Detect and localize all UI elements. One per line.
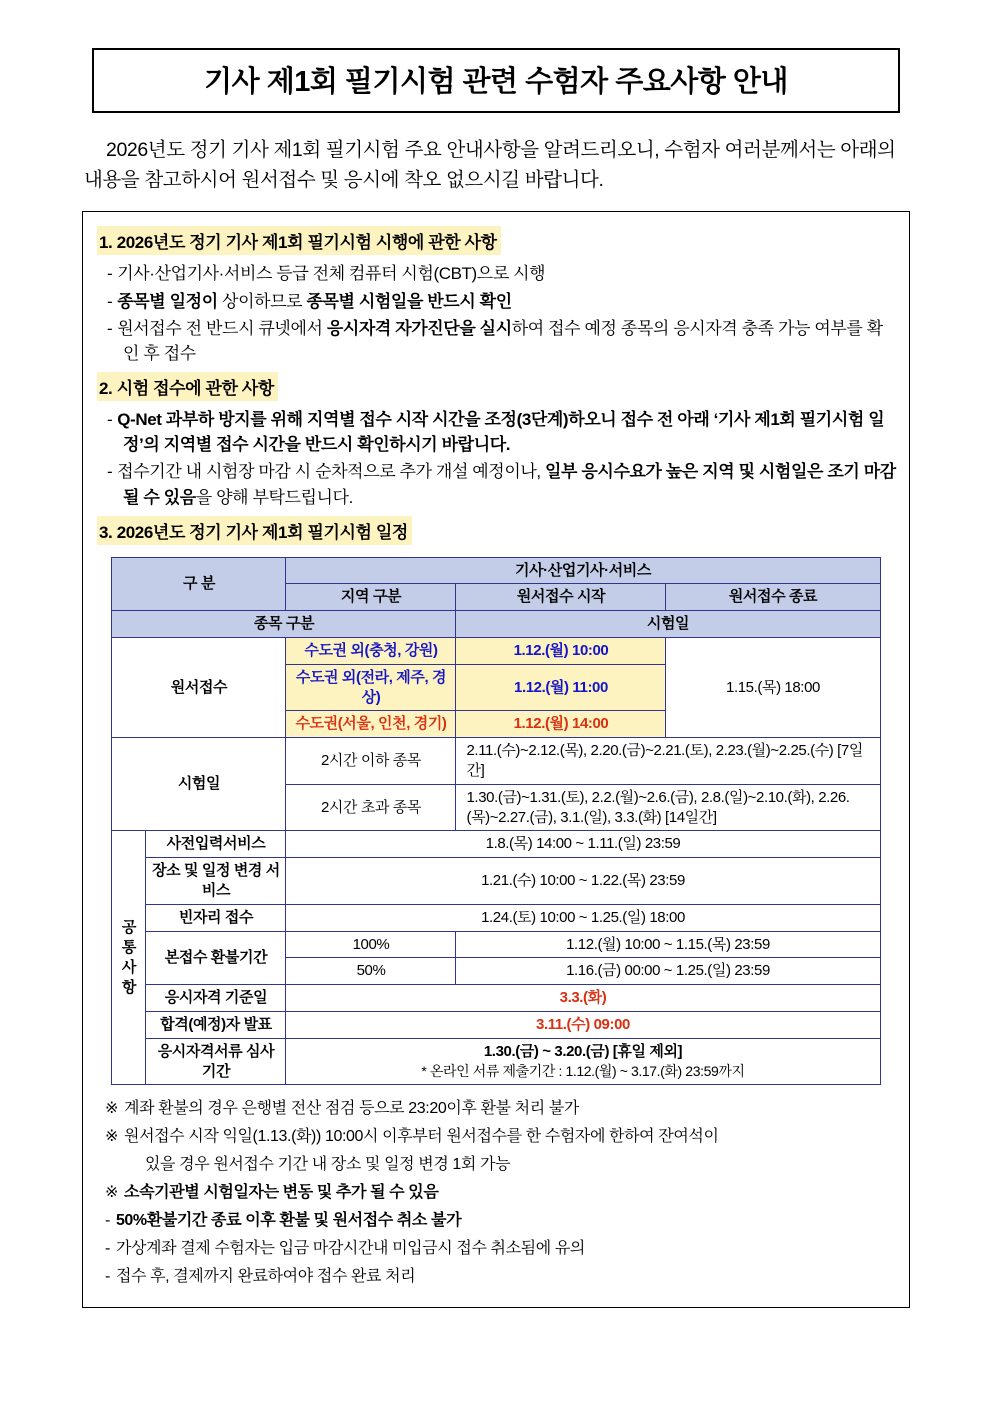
footnote-2 <box>105 1125 891 1149</box>
common-value-5: 1.16.(금) 00:00 ~ 1.25.(일) 23:59 <box>456 958 880 985</box>
bullet-text: 원서접수 전 반드시 큐넷에서 <box>117 318 327 338</box>
common-label-7: 합격(예정)자 발표 <box>146 1012 286 1039</box>
table-row <box>112 738 880 785</box>
table-row <box>112 611 880 638</box>
bullet-dash: - <box>107 410 113 430</box>
apply-region-1: 수도권 외(충청, 강원) <box>286 638 456 665</box>
header-gubun: 구 분 <box>112 557 286 611</box>
section-1-heading: 1. 2026년도 정기 기사 제1회 필기시험 시행에 관한 사항 <box>97 226 501 255</box>
section-1-item-1 <box>107 261 897 286</box>
page-title: 기사 제1회 필기시험 관련 수험자 주요사항 안내 <box>204 66 788 98</box>
common-label-char-1: 공 <box>121 919 137 937</box>
bullet-dash: - <box>107 462 113 482</box>
table-row <box>112 904 880 931</box>
table-row <box>112 985 880 1012</box>
common-label-3: 빈자리 접수 <box>146 904 286 931</box>
footnote-4 <box>105 1209 891 1233</box>
footnote-mark: - <box>105 1268 110 1286</box>
section-1-item-2 <box>107 289 897 314</box>
common-label-8: 응시자격서류 심사 기간 <box>146 1038 286 1085</box>
table-row <box>112 557 880 584</box>
common-sub-4: 100% <box>286 931 456 958</box>
schedule-table <box>111 557 880 1086</box>
exam-type-1: 2시간 이하 종목 <box>286 738 456 785</box>
row-label-examday: 시험일 <box>112 738 286 831</box>
header-apply-start: 원서접수 시작 <box>456 584 666 611</box>
bullet-dash: - <box>107 318 113 338</box>
table-row <box>112 1038 880 1085</box>
header-apply-end: 원서접수 종료 <box>666 584 880 611</box>
section-3-heading: 3. 2026년도 정기 기사 제1회 필기시험 일정 <box>97 516 412 545</box>
page-title-box <box>92 48 900 113</box>
common-label-6: 응시자격 기준일 <box>146 985 286 1012</box>
footnote-text: 계좌 환불의 경우 은행별 전산 점검 등으로 23:20이후 환불 처리 불가 <box>124 1100 579 1118</box>
bullet-text-2: 을 양해 부탁드립니다. <box>195 487 353 507</box>
common-value-2: 1.21.(수) 10:00 ~ 1.22.(목) 23:59 <box>286 858 880 905</box>
section-2-item-1 <box>107 407 897 457</box>
common-value-7: 3.11.(수) 09:00 <box>286 1012 880 1039</box>
footnote-mark: ※ <box>105 1100 119 1118</box>
footnote-text: 소속기관별 시험일자는 변동 및 추가 될 수 있음 <box>124 1184 439 1202</box>
common-label-4: 본접수 환불기간 <box>146 931 286 985</box>
footnote-text: 가상계좌 결제 수험자는 입금 마감시간내 미입금시 접수 취소됨에 유의 <box>115 1240 585 1258</box>
apply-end: 1.15.(목) 18:00 <box>666 638 880 738</box>
bullet-text-bold: Q-Net <box>117 410 166 430</box>
bullet-text-bold: 종목별 일정이 <box>117 291 223 311</box>
section-2-heading: 2. 시험 접수에 관한 사항 <box>97 372 278 401</box>
section-1-item-3 <box>107 316 897 366</box>
bullet-text: 기사·산업기사·서비스 등급 전체 컴퓨터 시험(CBT)으로 시행 <box>117 264 546 284</box>
apply-region-3: 수도권(서울, 인천, 경기) <box>286 711 456 738</box>
section-2-item-2 <box>107 459 897 509</box>
apply-region-2: 수도권 외(전라, 제주, 경상) <box>286 664 456 711</box>
common-label-char-2: 통 <box>121 939 137 957</box>
bullet-text-bold: 일부 응시수요가 높은 지역 및 시험일은 조기 마감될 수 있음 <box>123 462 896 507</box>
header-examday: 시험일 <box>456 611 880 638</box>
bullet-text-bold-2: 종목별 시험일을 반드시 확인 <box>306 291 512 311</box>
table-row <box>112 638 880 665</box>
common-value-3: 1.24.(토) 10:00 ~ 1.25.(일) 18:00 <box>286 904 880 931</box>
footnote-3 <box>105 1181 891 1205</box>
common-label-1: 사전입력서비스 <box>146 831 286 858</box>
footnote-1 <box>105 1097 891 1121</box>
main-content-box <box>82 211 910 1308</box>
bullet-text: 상이하므로 <box>222 291 307 311</box>
bullet-text-bold: 응시자격 자가진단을 실시 <box>326 318 512 338</box>
intro-paragraph: 2026년도 정기 기사 제1회 필기시험 주요 안내사항을 알려드리오니, 수험자 여러분께서는 아래의 내용을 참고하시어 원서접수 및 응시에 착오 없으시길 바랍니다. <box>84 139 896 192</box>
header-region: 지역 구분 <box>286 584 456 611</box>
apply-start-2: 1.12.(월) 11:00 <box>456 664 666 711</box>
apply-start-3: 1.12.(월) 14:00 <box>456 711 666 738</box>
footnote-text: 접수 후, 결제까지 완료하여야 접수 완료 처리 <box>115 1268 416 1286</box>
bullet-dash: - <box>107 264 113 284</box>
header-group: 기사·산업기사·서비스 <box>286 557 880 584</box>
common-value-1: 1.8.(목) 14:00 ~ 1.11.(일) 23:59 <box>286 831 880 858</box>
bullet-text: 접수기간 내 시험장 마감 시 순차적으로 추가 개설 예정이나, <box>117 462 546 482</box>
table-row <box>112 858 880 905</box>
common-label-char-4: 항 <box>121 978 137 996</box>
common-label-2: 장소 및 일정 변경 서비스 <box>146 858 286 905</box>
apply-start-1: 1.12.(월) 10:00 <box>456 638 666 665</box>
footnote-mark: ※ <box>105 1184 119 1202</box>
footnote-6 <box>105 1265 891 1289</box>
common-sub-5: 50% <box>286 958 456 985</box>
bullet-dash: - <box>107 291 113 311</box>
bullet-text-bold-2: 과부하 방지를 위해 지역별 접수 시작 시간을 조정(3단계)하오니 접수 전 아래 ‘기사 제1회 필기시험 일정’의 지역별 접수 시간을 반드시 확인하시기 바랍니다. <box>123 410 885 455</box>
footnote-mark: - <box>105 1212 110 1230</box>
common-value-8: 1.30.(금) ~ 3.20.(금) [휴일 제외] <box>483 1043 683 1061</box>
row-label-common <box>112 831 146 1085</box>
footnote-text: 50%환불기간 종료 이후 환불 및 원서접수 취소 불가 <box>115 1212 462 1230</box>
common-value-8-note: * 온라인 서류 제출기간 : 1.12.(월) ~ 3.17.(화) 23:59까지 <box>421 1063 745 1080</box>
footnote-mark: ※ <box>105 1128 119 1146</box>
bullet-text-2: 하여 접수 예정 종목의 응시자격 충족 가능 여부를 확인 후 접수 <box>123 318 883 363</box>
exam-dates-1: 2.11.(수)~2.12.(목), 2.20.(금)~2.21.(토), 2.23.(월)~2.25.(수) [7일간] <box>456 738 880 785</box>
footnote-5 <box>105 1237 891 1261</box>
exam-dates-2: 1.30.(금)~1.31.(토), 2.2.(월)~2.6.(금), 2.8.(일)~2.10.(화), 2.26.(목)~2.27.(금), 3.1.(일), 3.3.(화) [14일간] <box>456 784 880 831</box>
footnote-2-cont: 있을 경우 원서접수 기간 내 장소 및 일정 변경 1회 가능 <box>145 1156 511 1174</box>
common-value-6: 3.3.(화) <box>286 985 880 1012</box>
table-row <box>112 931 880 958</box>
footnote-text: 원서접수 시작 익일(1.13.(화)) 10:00시 이후부터 원서접수를 한 수험자에 한하여 잔여석이 <box>124 1128 719 1146</box>
table-row <box>112 831 880 858</box>
footnote-mark: - <box>105 1240 110 1258</box>
common-value-8-wrap <box>286 1038 880 1085</box>
common-label-char-3: 사 <box>121 958 137 976</box>
table-row <box>112 1012 880 1039</box>
row-label-apply: 원서접수 <box>112 638 286 738</box>
exam-type-2: 2시간 초과 종목 <box>286 784 456 831</box>
header-jongmok: 종목 구분 <box>112 611 456 638</box>
common-value-4: 1.12.(월) 10:00 ~ 1.15.(목) 23:59 <box>456 931 880 958</box>
footnotes <box>105 1097 891 1289</box>
